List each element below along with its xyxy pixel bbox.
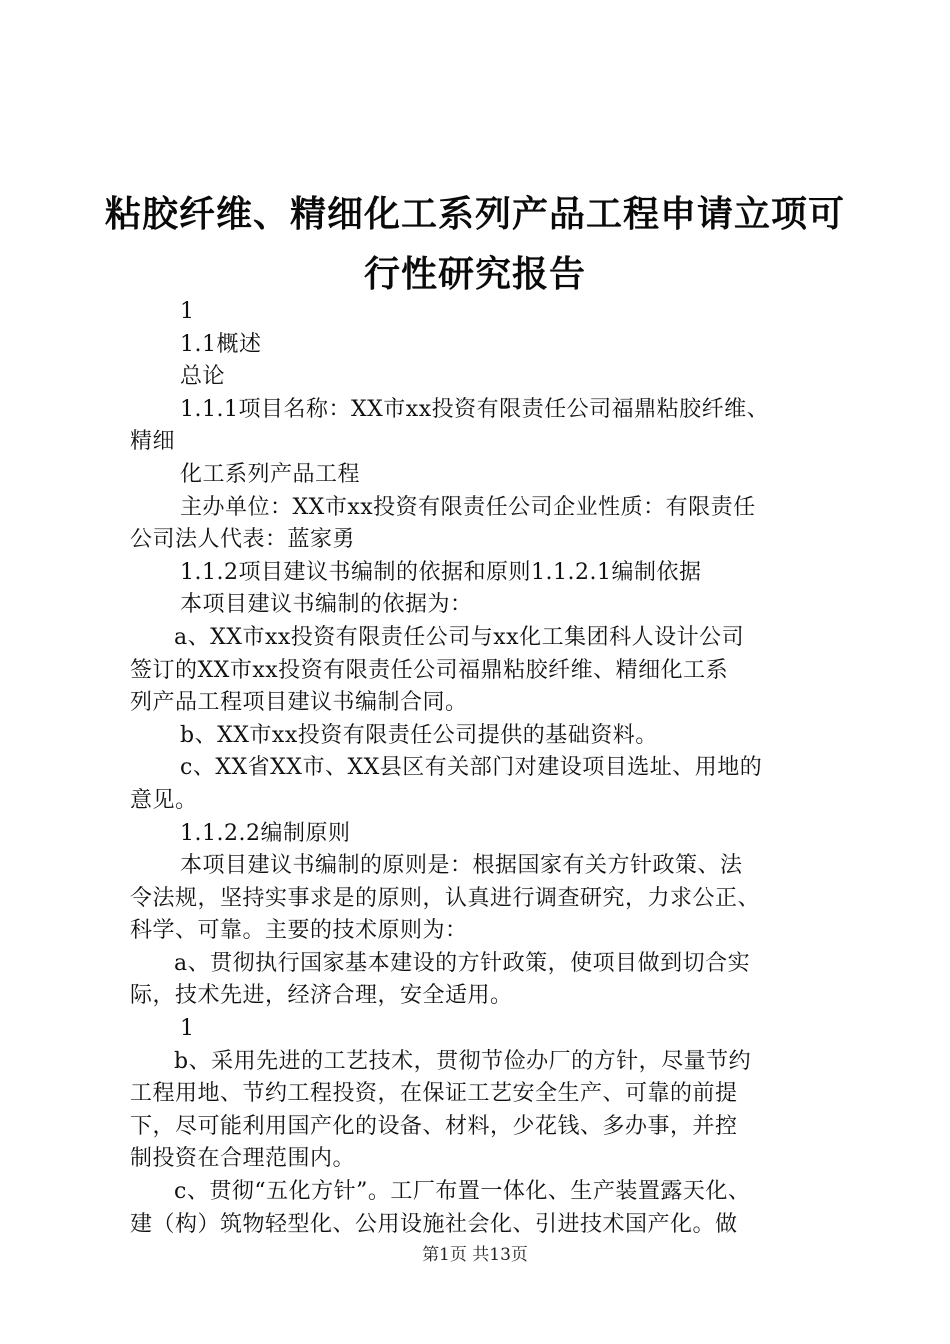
body-line: a、XX市xx投资有限责任公司与xx化工集团科人设计公司 <box>174 624 745 650</box>
body-line: a、贯彻执行国家基本建设的方针政策，使项目做到切合实 <box>174 950 751 976</box>
document-body <box>130 296 830 1241</box>
body-line: 1.1.2项目建议书编制的依据和原则1.1.2.1编制依据 <box>180 559 702 585</box>
body-line: 化工系列产品工程 <box>180 461 361 487</box>
body-line: 1.1.2.2编制原则 <box>180 820 351 846</box>
body-line: 科学、可靠。主要的技术原则为： <box>130 918 468 944</box>
body-line: 1 <box>180 299 195 324</box>
body-line: 工程用地、节约工程投资，在保证工艺安全生产、可靠的前提 <box>130 1081 738 1107</box>
body-line: 建（构）筑物轻型化、公用设施社会化、引进技术国产化。做 <box>130 1211 738 1237</box>
body-line: b、采用先进的工艺技术，贯彻节俭办厂的方针，尽量节约 <box>174 1048 752 1074</box>
body-line: 令法规，坚持实事求是的原则，认真进行调查研究，力求公正、 <box>130 885 761 911</box>
document-title-line-2: 行性研究报告 <box>363 254 586 295</box>
body-line: 意见。 <box>130 787 198 813</box>
body-line: 1.1概述 <box>180 331 262 357</box>
body-line: c、XX省XX市、XX县区有关部门对建设项目选址、用地的 <box>180 755 763 781</box>
body-line: 1.1.1项目名称：XX市xx投资有限责任公司福鼎粘胶纤维、 <box>180 396 770 422</box>
body-line: b、XX市xx投资有限责任公司提供的基础资料。 <box>180 722 658 748</box>
body-line: 本项目建议书编制的原则是：根据国家有关方针政策、法 <box>180 853 743 879</box>
body-line: 际，技术先进，经济合理，安全适用。 <box>130 983 513 1009</box>
body-line: 本项目建议书编制的依据为： <box>180 592 473 618</box>
page-footer <box>0 1240 950 1265</box>
body-line: 主办单位：XX市xx投资有限责任公司企业性质：有限责任 <box>180 494 756 520</box>
body-line: 公司法人代表：蓝家勇 <box>130 527 356 553</box>
body-line: 签订的XX市xx投资有限责任公司福鼎粘胶纤维、精细化工系 <box>130 657 729 683</box>
body-line: 1 <box>180 1016 195 1042</box>
body-line: c、贯彻“五化方针”。工厂布置一体化、生产装置露天化、 <box>174 1179 751 1205</box>
body-line: 列产品工程项目建议书编制合同。 <box>130 690 468 716</box>
body-line: 下，尽可能利用国产化的设备、材料，少花钱、多办事，并控 <box>130 1113 738 1139</box>
body-line: 制投资在合理范围内。 <box>130 1146 356 1172</box>
document-title-line-1: 粘胶纤维、精细化工系列产品工程申请立项可 <box>104 194 845 235</box>
page-number-label: 第1页 共13页 <box>422 1245 528 1265</box>
body-line: 精细 <box>130 429 176 455</box>
body-line: 总论 <box>180 364 226 390</box>
